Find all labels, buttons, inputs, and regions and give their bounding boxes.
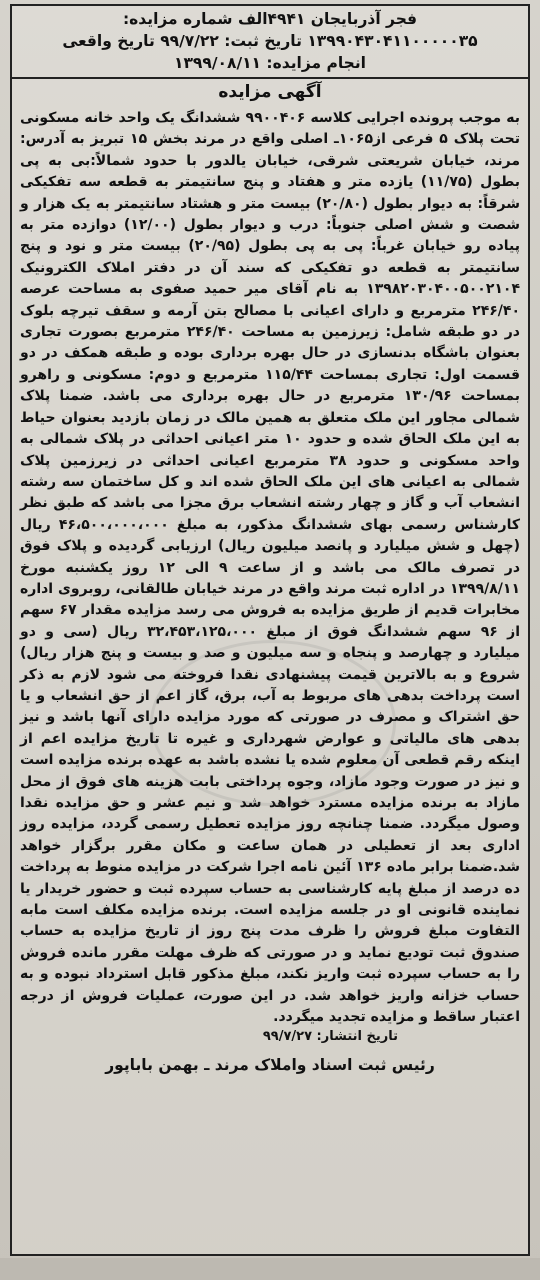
notice-title: آگهی مزایده (218, 82, 322, 102)
page-bottom-strip (0, 1258, 540, 1280)
notice-header (12, 6, 528, 74)
auction-notice-clipping (10, 4, 530, 1256)
notice-body-text: به موجب پرونده اجرایی کلاسه ۹۹۰۰۴۰۶ ششدانگ یک واحد خانه مسکونی تحت پلاک ۵ فرعی از۱۰۶۵ـ اصلی واقع در مرند بخش ۱۵ تبریز به آدرس: مرند، خیابان شریعتی شرقی، خیابان یالدور با حدود شمالاً:بی به پی بطول (۱۱/۷۵) یازده متر و هفتاد و پنج سانتیمتر به قطعه سه تفکیکی شرقاً: به دیوار بطول (۲۰/۸۰) بیست متر و هشتاد سانتیمتر به یک هزار و شصت و شش اصلی جنوباً: درب و دیوار بطول (۱۲/۰۰) دوازده متر به پیاده رو خیابان غرباً: پی به پی بطول (۲۰/۹۵) بیست متر و نود و پنج سانتیمتر به قطعه دو تفکیکی که سند آن در دفتر املاک الکترونیک ۱۳۹۸۲۰۳۰۴۰۰۵۰۰۲۱۰۴ به نام آقای میر حمید صفوی به مساحت عرصه ۲۴۶/۴۰ مترمربع و دارای اعیانی با مصالح بتن آرمه و سقف تیرچه بلوک در دو طبقه شامل: زیرزمین به مساحت ۲۴۶/۴۰ مترمربع بصورت تجاری بعنوان باشگاه بدنسازی در حال بهره برداری بوده و طبقه همکف در دو قسمت اول: تجاری بمساحت ۱۱۵/۴۴ مترمربع و دوم: مسکونی و راهرو بمساحت ۱۳۰/۹۶ مترمربع در حال بهره برداری می باشد. ضمنا پلاک شمالی مجاور این ملک متعلق به همین مالک در زمان بازدید بعنوان حیاط به این ملک الحاق شده و حدود ۱۰ متر اعیانی احداثی در پلاک شمالی به واحد مسکونی و حدود ۳۸ مترمربع اعیانی احداثی در زیرزمین پلاک شمالی به اعیانی های این ملک الحاق شده اند و کل ساختمان سه رشته انشعاب آب و گاز و چهار رشته انشعاب برق مجزا می باشد که طبق نظر کارشناس رسمی بهای ششدانگ مذکور، به مبلغ ۴۶،۵۰۰،۰۰۰،۰۰۰ ریال (چهل و شش میلیارد و پانصد میلیون ریال) ارزیابی گردیده و پلاک فوق در تصرف مالک می باشد و از ساعت ۹ الی ۱۲ روز یکشنبه مورخ ۱۳۹۹/۸/۱۱ در اداره ثبت مرند واقع در مرند خیابان طالقانی، روبروی اداره مخابرات قدیم از طریق مزایده به فروش می رسد مزایده مقدار ۶۷ سهم از ۹۶ سهم ششدانگ فوق از مبلغ ۳۲،۴۵۳،۱۲۵،۰۰۰ ریال (سی و دو میلیارد و چهارصد و پنجاه و سه میلیون و صد و بیست و پنج هزار ریال) شروع و به بالاترین قیمت پیشنهادی نقدا فروخته می شود لازم به ذکر است پرداخت بدهی های مربوط به آب، برق، گاز اعم از حق انشعاب و یا حق اشتراک و مصرف در صورتی که مورد مزایده دارای آنها باشد و نیز بدهی های مالیاتی و عوارض شهرداری و غیره تا تاریخ مزایده اعم از اینکه رقم قطعی آن معلوم شده یا نشده باشد به عهده برنده مزایده است و نیز در صورت وجود مازاد، وجوه پرداختی بابت هزینه های فوق از محل مازاد به برنده مزایده مسترد خواهد شد و نیم عشر و حق مزایده نقدا وصول میگردد. ضمنا چنانچه روز مزایده تعطیل رسمی گردد، مزایده روز اداری بعد از تعطیلی در همان ساعت و مکان مقرر برگزار خواهد شد.ضمنا برابر ماده ۱۳۶ آئین نامه اجرا شرکت در مزایده منوط به پرداخت ده درصد از مبلغ پایه کارشناسی به حساب سپرده ثبت و حضور خریدار یا نماینده قانونی او در جلسه مزایده است. برنده مزایده مکلف است مابه التفاوت مبلغ فروش را ظرف مدت پنج روز از تاریخ مزایده به حساب صندوق ثبت تودیع نماید و در صورتی که ظرف مهلت مقرر مانده فروش را به حساب سپرده ثبت واریز نکند، مبلغ مذکور قابل استرداد نبوده و به حساب خزانه واریز خواهد شد. در این صورت، عملیات فروش از درجه اعتبار ساقط و مزایده تجدید میگردد. (20, 110, 521, 1026)
header-line-2: ۱۳۹۹۰۴۳۰۴۱۱۰۰۰۰۰۳۵ تاریخ ثبت: ۹۹/۷/۲۲ تاریخ واقعی (62, 32, 478, 50)
signature-line: رئیس ثبت اسناد واملاک مرند ـ بهمن باباپور (105, 1056, 435, 1075)
header-line-3: انجام مزایده: ۱۳۹۹/۰۸/۱۱ (174, 54, 366, 72)
header-line-1: فجر آذربایجان ۴۹۴۱الف شماره مزایده: (122, 10, 418, 28)
notice-body (12, 106, 528, 1028)
publish-date: تاریخ انتشار: ۹۹/۷/۲۷ (262, 1029, 398, 1045)
